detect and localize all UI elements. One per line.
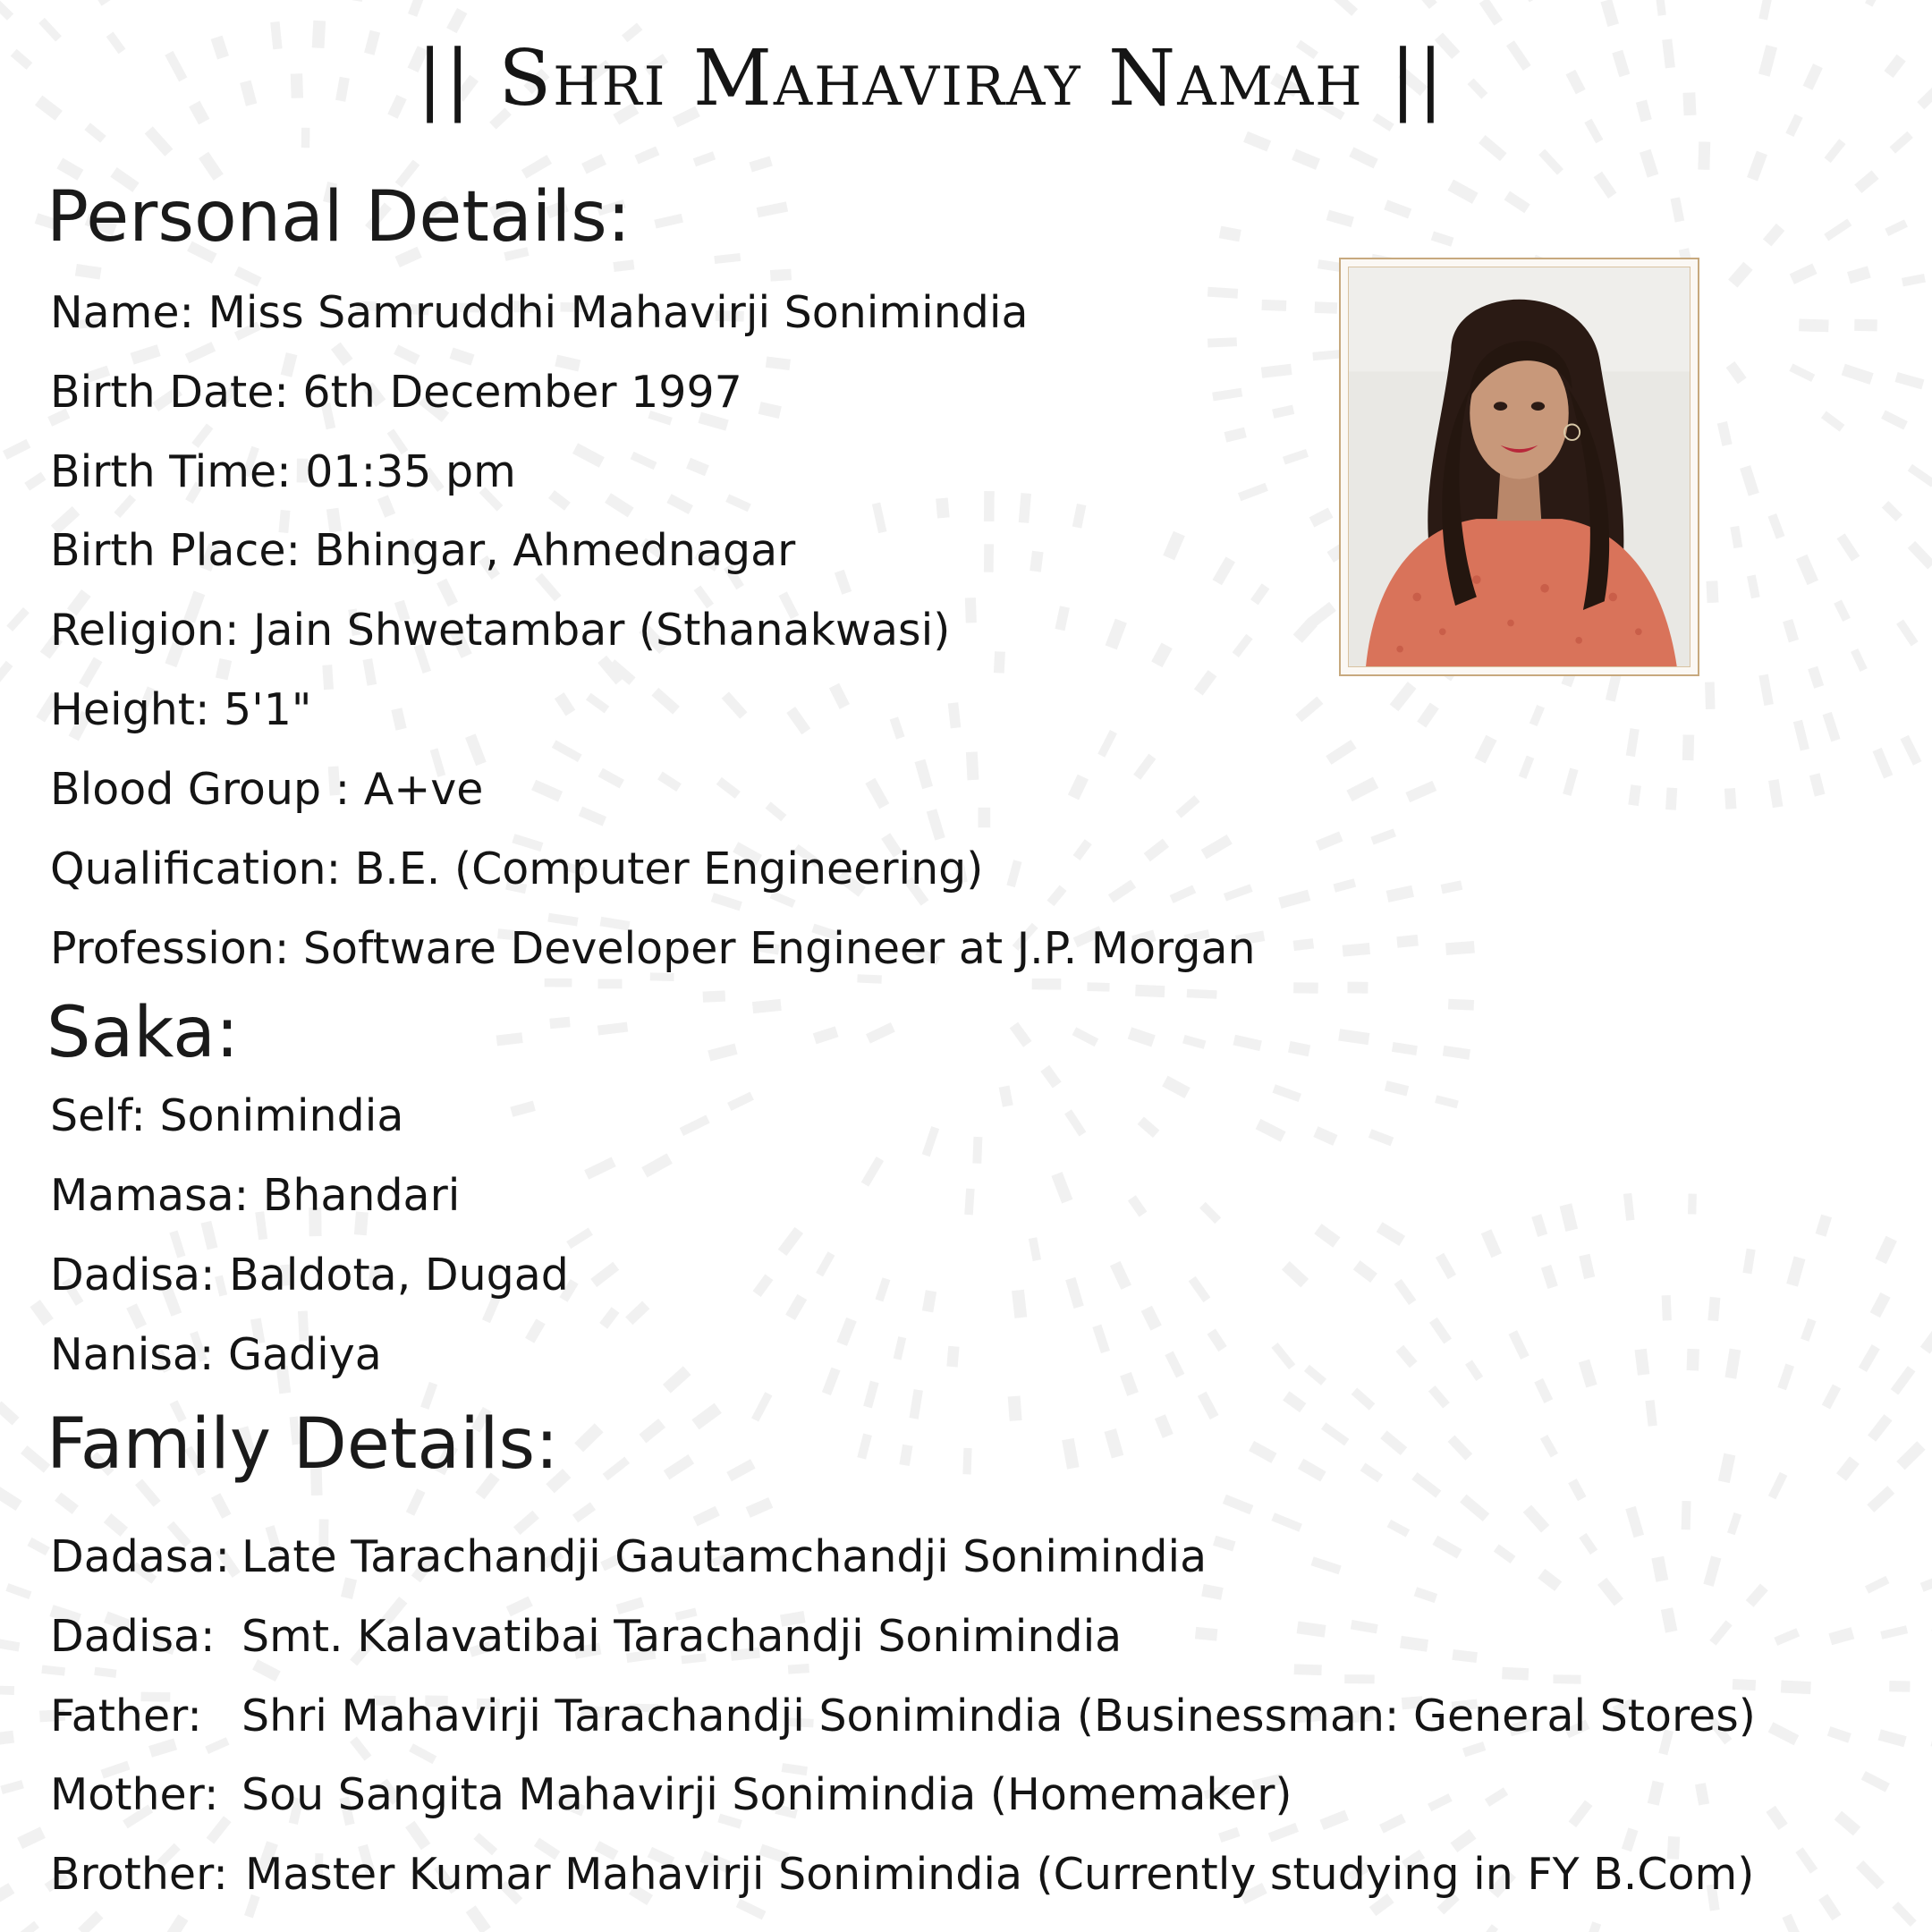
birth-date-line: Birth Date: 6th December 1997 <box>50 367 742 418</box>
name-line: Name: Miss Samruddhi Mahavirji Sonimindia <box>50 287 1029 338</box>
family-dadasa-row <box>50 1530 1207 1584</box>
religion-line: Religion: Jain Shwetambar (Sthanakwasi) <box>50 605 951 656</box>
profession-line: Profession: Software Developer Engineer at J.P. Morgan <box>50 923 1256 974</box>
saka-self-line: Self: Sonimindia <box>50 1090 404 1141</box>
height-line: Height: 5'1" <box>50 684 312 735</box>
blood-group-line: Blood Group : A+ve <box>50 764 484 815</box>
saka-heading: Saka: <box>47 993 240 1073</box>
qualification-line: Qualification: B.E. (Computer Engineering) <box>50 843 984 894</box>
birth-place-line: Birth Place: Bhingar, Ahmednagar <box>50 525 796 576</box>
profile-photo <box>1348 267 1690 667</box>
family-father-row <box>50 1690 1756 1743</box>
family-father-label: Father: <box>50 1690 202 1741</box>
family-dadisa-row <box>50 1610 1122 1664</box>
family-dadasa-value: Late Tarachandji Gautamchandji Sonimindia <box>242 1531 1208 1582</box>
family-mother-value: Sou Sangita Mahavirji Sonimindia (Homemaker) <box>242 1769 1292 1820</box>
family-brother-row <box>50 1848 1754 1902</box>
family-dadisa-label: Dadisa: <box>50 1611 216 1662</box>
family-mother-label: Mother: <box>50 1769 219 1820</box>
profile-photo-frame <box>1339 258 1699 676</box>
family-mother-row <box>50 1768 1292 1822</box>
personal-details-heading: Personal Details: <box>47 177 631 258</box>
saka-dadisa-line: Dadisa: Baldota, Dugad <box>50 1250 569 1301</box>
family-brother-label: Brother: <box>50 1849 228 1900</box>
family-dadasa-label: Dadasa: <box>50 1531 230 1582</box>
page-title: || Shri Mahaviray Namah || <box>417 34 1445 123</box>
portrait-illustration <box>1349 267 1690 666</box>
family-brother-value: Master Kumar Mahavirji Sonimindia (Currently studying in FY B.Com) <box>245 1849 1755 1900</box>
family-dadisa-value: Smt. Kalavatibai Tarachandji Sonimindia <box>242 1611 1123 1662</box>
saka-nanisa-line: Nanisa: Gadiya <box>50 1329 382 1380</box>
family-father-value: Shri Mahavirji Tarachandji Sonimindia (Businessman: General Stores) <box>242 1690 1756 1741</box>
birth-time-line: Birth Time: 01:35 pm <box>50 446 516 497</box>
saka-mamasa-line: Mamasa: Bhandari <box>50 1170 461 1221</box>
family-details-heading: Family Details: <box>47 1404 559 1485</box>
